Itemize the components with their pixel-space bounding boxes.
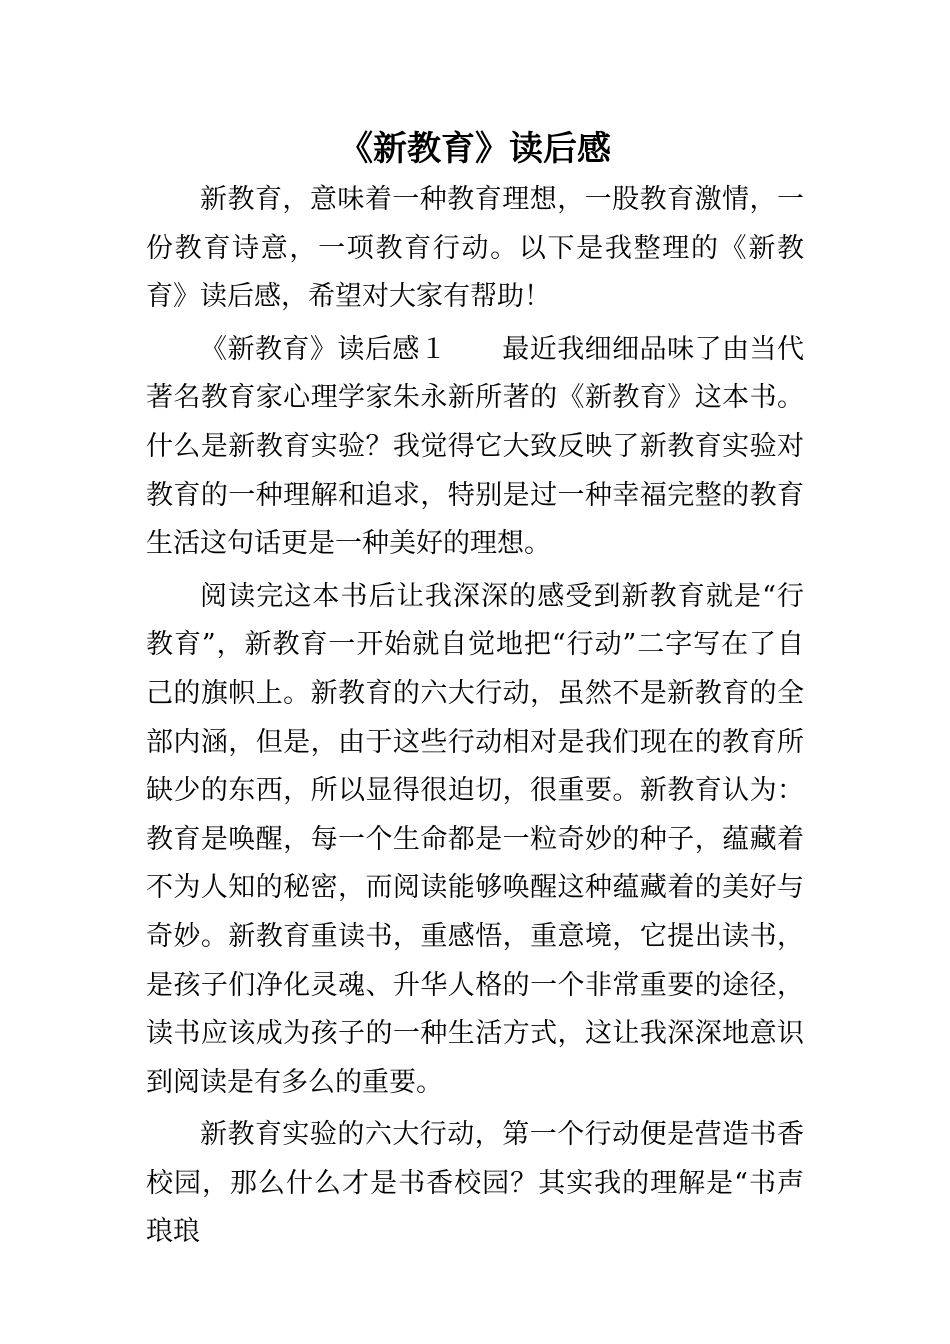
paragraph-intro: 新教育，意味着一种教育理想，一股教育激情，一份教育诗意，一项教育行动。以下是我整理的《新教育》读后感，希望对大家有帮助！ — [146, 184, 804, 313]
paragraph-1: 《新教育》读后感１ 最近我细细品味了由当代著名教育家心理学家朱永新所著的《新教育》这本书。什么是新教育实验？我觉得它大致反映了新教育实验对教育的一种理解和追求，特别是过一种幸福完整的教育生活这句话更是一种美好的理想。 — [146, 333, 804, 560]
document-body — [146, 176, 804, 1261]
document-title: 《新教育》读后感 — [339, 129, 611, 169]
paragraph-3: 新教育实验的六大行动，第一个行动便是营造书香校园，那么什么才是书香校园？其实我的理解是“书声琅琅 — [146, 1119, 804, 1248]
paragraph-2: 阅读完这本书后让我深深的感受到新教育就是“行教育”，新教育一开始就自觉地把“行动”二字写在了自己的旗帜上。新教育的六大行动，虽然不是新教育的全部内涵，但是，由于这些行动相对是我们现在的教育所缺少的东西，所以显得很迫切，很重要。新教育认为：教育是唤醒，每一个生命都是一粒奇妙的种子，蕴藏着不为人知的秘密，而阅读能够唤醒这种蕴藏着的美好与奇妙。新教育重读书，重感悟，重意境，它提出读书，是孩子们净化灵魂、升华人格的一个非常重要的途径，读书应该成为孩子的一种生活方式，这让我深深地意识到阅读是有多么的重要。 — [146, 580, 804, 1098]
